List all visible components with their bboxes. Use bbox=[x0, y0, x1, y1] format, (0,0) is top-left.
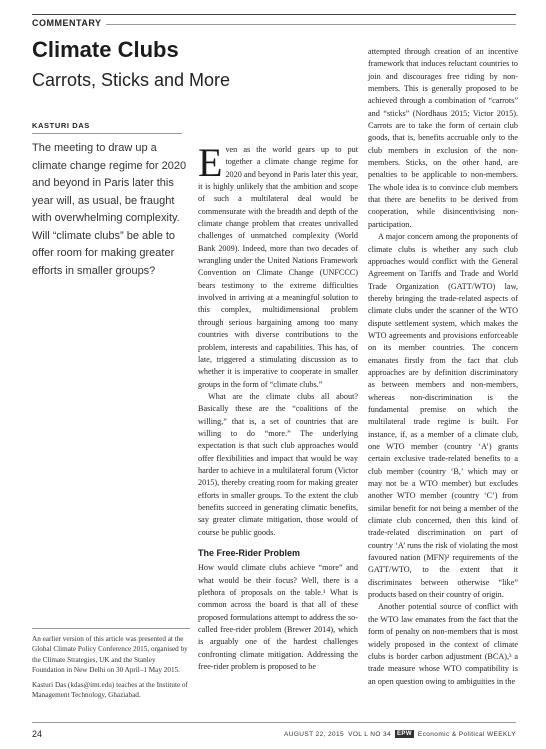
paragraph-6: Another potential source of conflict with the WTO law emanates from the fact that the form of penalty on non-members that is most widely proposed in the context of climate clubs is border carbon adjustment (BCA),³ a trade measure whose WTO compatibility is an open question owing to ambiguities in the bbox=[368, 602, 518, 686]
author-name: KASTURI DAS bbox=[32, 121, 90, 130]
header-rule-2 bbox=[104, 24, 516, 25]
header-rule bbox=[32, 14, 516, 15]
note-divider bbox=[32, 628, 190, 629]
body-column-3 bbox=[368, 46, 518, 688]
section-header bbox=[32, 14, 516, 28]
paragraph-3: How would climate clubs achieve “more” and what would be their focus? Well, there is a plethora of proposals on the table.¹ What is common across the board is that all of these proposed formulations attempt to address the so-called free-rider problem (Brewer 2014), which is arguably one of the hardest challenges confronting climate mitigation. Addressing the free-rider problem is proposed to be bbox=[198, 563, 358, 672]
paragraph-1 bbox=[198, 140, 358, 391]
article-subtitle: Carrots, Sticks and More bbox=[32, 70, 231, 90]
subheading: The Free-Rider Problem bbox=[198, 548, 301, 558]
paragraph-1-text: ven as the world gears up to put together a climate change regime for 2020 and beyond in Paris later this year, it is highly unlikely that the ambition and scope of such a multilateral deal would be commensurate with the breadth and depth of the climate change problem that creates unrivalled challenges of unmatched complexity (World Bank 2009). Indeed, more than two decades of wrangling under the United Nations Framework Convention on Climate Change (UNFCCC) bears testimony to the extreme difficulties involved in arriving at a meaningful solution to this complex, multidimensional problem through serious bargaining among too many countries with diverse contributions to the problem, interests and capabilities. This has, of late, triggered a stimulating discussion as to whether it is imperative to cooperate in smaller groups in the form of “climate clubs.” bbox=[198, 145, 358, 389]
page-number: 24 bbox=[32, 729, 43, 739]
note-presentation: An earlier version of this article was presented at the Global Climate Policy Conference 2015, organised by the Climate Strategies, UK and the Stanley Foundation in New Delhi on 30 April–1 May 2015. bbox=[32, 635, 188, 675]
issue-info bbox=[284, 730, 516, 738]
drop-cap: E bbox=[198, 140, 223, 185]
issue-date: AUGUST 22, 2015 bbox=[284, 730, 345, 738]
footer-rule bbox=[32, 722, 516, 723]
note-affiliation: Kasturi Das (kdas@imt.edu) teaches at the Institute of Management Technology, Ghaziabad. bbox=[32, 680, 188, 700]
section-tag: COMMENTARY bbox=[32, 18, 106, 28]
journal-name: Economic & Political WEEKLY bbox=[417, 730, 516, 738]
paragraph-4: attempted through creation of an incentive framework that induces reluctant countries to join and discourages free riding by non-members. This is generally proposed to be achieved through a combination of “carrots” and “sticks” (Nordhaus 2015; Victor 2015). Carrots are to take the form of certain club goods, that is, benefits accruable only to the club members in exclusion of the non-members. Sticks, on the other hand, are penalties to be applicable to non-members. The whole idea is to convince club members that there are benefits to be derived from cooperation, while disincentivising non-participation. bbox=[368, 47, 518, 229]
journal-logo: EPW bbox=[397, 731, 412, 737]
paragraph-5: A major concern among the proponents of climate clubs is whether any such club approaches would conflict with the General Agreement on Tariffs and Trade and World Trade Organization (GATT/WTO) law, thereby bringing the trade-related aspects of climate clubs under the scanner of the WTO dispute settlement system, which makes the WTO agreements and provisions enforceable on its member countries. The concern emanates firstly from the fact that club approaches are by definition discriminatory as between members and non-members, whereas non-discrimination is the fundamental premise on which the multilateral trade regime is built. For instance, if, as a member of a climate club, one WTO member (country ‘A’) grants certain exclusive trade-related benefits to a club member (country ‘B,’ which may or may not be a WTO member) but excludes another WTO member (country ‘C’) from similar benefit for not being a member of the climate club concerned, then this kind of trade-related discrimination on part of country ‘A’ runs the risk of violating the most favoured nation (MFN)² requirements of the GATT/WTO, to the extent that it discriminates between otherwise “like” products based on their country of origin. bbox=[368, 232, 518, 600]
article-title: Climate Clubs bbox=[32, 37, 179, 62]
author-note bbox=[32, 634, 190, 704]
author-divider bbox=[32, 133, 182, 134]
issue-volume: VOL L NO 34 bbox=[348, 730, 392, 738]
article-lede: The meeting to draw up a climate change regime for 2020 and beyond in Paris later this year will, as usual, be fraught with overwhelming complexity. Will “climate clubs” be able to offer room for making greater efforts in smaller groups? bbox=[32, 142, 187, 277]
paragraph-2: What are the climate clubs all about? Basically these are the “coalitions of the willing,” that is, a set of countries that are willing to do “more.” The underlying expectation is that such club approaches would offer flexibilities and impact that would be way harder to achieve in a multilateral forum (Victor 2015), thereby creating room for making greater efforts in smaller groups. To the extent the club benefits succeed in generating climatic benefits, say greater climate mitigation, those would of course be public goods. bbox=[198, 391, 358, 537]
body-column-2 bbox=[198, 140, 358, 673]
